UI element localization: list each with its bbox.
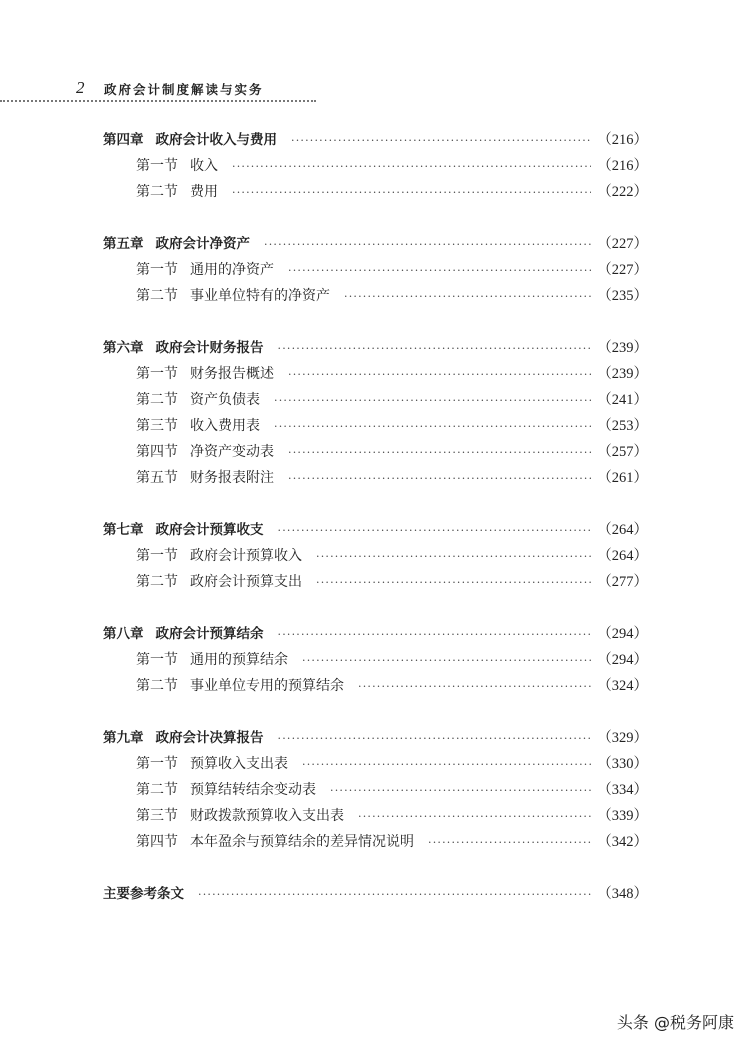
dot-leader: [288, 264, 591, 277]
toc-section-entry[interactable]: [103, 440, 648, 466]
dot-leader: [278, 342, 592, 355]
toc-section-entry[interactable]: [103, 414, 648, 440]
entry-page-number: （235）: [597, 288, 648, 304]
entry-page-number: （239）: [597, 340, 648, 356]
toc-appendix-entry[interactable]: [103, 882, 648, 908]
entry-page-number: （324）: [597, 678, 648, 694]
watermark: 头条 @税务阿康: [616, 1013, 734, 1032]
entry-number: 第一节: [136, 366, 178, 382]
entry-title: 财务报告概述: [190, 366, 274, 382]
toc-section-entry[interactable]: [103, 388, 648, 414]
running-header: [70, 78, 320, 102]
dot-leader: [198, 888, 591, 901]
entry-number: 第五章: [103, 236, 144, 252]
toc-chapter-entry[interactable]: [103, 232, 648, 258]
entry-page-number: （239）: [597, 366, 648, 382]
chapter-spacer: [103, 596, 648, 622]
entry-title: 政府会计净资产: [155, 236, 250, 252]
dot-leader: [288, 368, 591, 381]
dot-leader: [288, 472, 591, 485]
toc-section-entry[interactable]: [103, 778, 648, 804]
dot-leader: [274, 394, 591, 407]
entry-title: 政府会计财务报告: [155, 340, 264, 356]
chapter-spacer: [103, 492, 648, 518]
entry-number: 第一节: [136, 756, 178, 772]
entry-page-number: （227）: [597, 262, 648, 278]
entry-page-number: （241）: [597, 392, 648, 408]
entry-title: 收入: [190, 158, 218, 174]
toc-section-entry[interactable]: [103, 752, 648, 778]
entry-page-number: （227）: [597, 236, 648, 252]
dot-leader: [232, 160, 591, 173]
entry-number: 第二节: [136, 392, 178, 408]
entry-title: 本年盈余与预算结余的差异情况说明: [190, 834, 414, 850]
entry-number: 第三节: [136, 418, 178, 434]
entry-number: 第一节: [136, 652, 178, 668]
entry-number: 第一节: [136, 158, 178, 174]
toc-section-entry[interactable]: [103, 804, 648, 830]
entry-title: 政府会计决算报告: [155, 730, 264, 746]
entry-page-number: （261）: [597, 470, 648, 486]
toc-section-entry[interactable]: [103, 648, 648, 674]
entry-title: 政府会计收入与费用: [155, 132, 277, 148]
entry-number: 第二节: [136, 678, 178, 694]
entry-title: 收入费用表: [190, 418, 260, 434]
entry-page-number: （257）: [597, 444, 648, 460]
entry-number: 第八章: [103, 626, 144, 642]
entry-number: 第四节: [136, 444, 178, 460]
entry-page-number: （216）: [597, 158, 648, 174]
dot-leader: [232, 186, 591, 199]
entry-page-number: （294）: [597, 652, 648, 668]
dot-leader: [278, 524, 592, 537]
entry-page-number: （264）: [597, 522, 648, 538]
dot-leader: [358, 810, 591, 823]
toc-chapter-entry[interactable]: [103, 128, 648, 154]
entry-title: 政府会计预算收入: [190, 548, 302, 564]
entry-title: 预算结转结余变动表: [190, 782, 316, 798]
dot-leader: [302, 654, 591, 667]
toc-section-entry[interactable]: [103, 674, 648, 700]
table-of-contents: [103, 128, 648, 908]
dot-leader: [264, 238, 591, 251]
entry-page-number: （342）: [597, 834, 648, 850]
dot-leader: [278, 628, 592, 641]
entry-number: 第四节: [136, 834, 178, 850]
dot-leader: [358, 680, 591, 693]
toc-section-entry[interactable]: [103, 362, 648, 388]
entry-page-number: （348）: [597, 886, 648, 902]
entry-number: 第四章: [103, 132, 144, 148]
dot-leader: [278, 732, 592, 745]
book-title: 政府会计制度解读与实务: [104, 82, 264, 97]
chapter-spacer: [103, 856, 648, 882]
entry-page-number: （330）: [597, 756, 648, 772]
page-number: 2: [76, 78, 85, 97]
dot-leader: [302, 758, 591, 771]
entry-title: 政府会计预算支出: [190, 574, 302, 590]
toc-section-entry[interactable]: [103, 570, 648, 596]
entry-page-number: （264）: [597, 548, 648, 564]
entry-title: 事业单位特有的净资产: [190, 288, 330, 304]
entry-page-number: （334）: [597, 782, 648, 798]
entry-page-number: （294）: [597, 626, 648, 642]
entry-title: 预算收入支出表: [190, 756, 288, 772]
toc-section-entry[interactable]: [103, 544, 648, 570]
entry-title: 净资产变动表: [190, 444, 274, 460]
entry-number: 第一节: [136, 262, 178, 278]
toc-section-entry[interactable]: [103, 466, 648, 492]
chapter-spacer: [103, 700, 648, 726]
entry-title: 通用的预算结余: [190, 652, 288, 668]
entry-page-number: （216）: [597, 132, 648, 148]
toc-chapter-entry[interactable]: [103, 622, 648, 648]
dot-leader: [288, 446, 591, 459]
chapter-spacer: [103, 310, 648, 336]
entry-title: 事业单位专用的预算结余: [190, 678, 344, 694]
toc-chapter-entry[interactable]: [103, 726, 648, 752]
dot-leader: [428, 836, 591, 849]
chapter-spacer: [103, 206, 648, 232]
entry-title: 通用的净资产: [190, 262, 274, 278]
toc-chapter-entry[interactable]: [103, 518, 648, 544]
dot-leader: [316, 550, 591, 563]
entry-page-number: （253）: [597, 418, 648, 434]
entry-page-number: （277）: [597, 574, 648, 590]
entry-number: 第九章: [103, 730, 144, 746]
dot-leader: [344, 290, 591, 303]
entry-title: 政府会计预算结余: [155, 626, 264, 642]
entry-number: 第二节: [136, 288, 178, 304]
entry-number: 第二节: [136, 574, 178, 590]
entry-number: 第三节: [136, 808, 178, 824]
toc-section-entry[interactable]: [103, 154, 648, 180]
toc-chapter-entry[interactable]: [103, 336, 648, 362]
entry-number: 第六章: [103, 340, 144, 356]
entry-page-number: （329）: [597, 730, 648, 746]
toc-section-entry[interactable]: [103, 830, 648, 856]
entry-number: 第五节: [136, 470, 178, 486]
header-dotted-rule: [0, 100, 316, 102]
entry-page-number: （339）: [597, 808, 648, 824]
entry-number: 第一节: [136, 548, 178, 564]
toc-section-entry[interactable]: [103, 284, 648, 310]
dot-leader: [316, 576, 591, 589]
entry-title: 资产负债表: [190, 392, 260, 408]
entry-title: 主要参考条文: [103, 886, 184, 902]
dot-leader: [291, 134, 591, 147]
entry-title: 政府会计预算收支: [155, 522, 264, 538]
entry-title: 财政拨款预算收入支出表: [190, 808, 344, 824]
entry-number: 第二节: [136, 782, 178, 798]
entry-page-number: （222）: [597, 184, 648, 200]
entry-title: 财务报表附注: [190, 470, 274, 486]
dot-leader: [274, 420, 591, 433]
entry-title: 费用: [190, 184, 218, 200]
toc-section-entry[interactable]: [103, 180, 648, 206]
entry-number: 第二节: [136, 184, 178, 200]
dot-leader: [330, 784, 591, 797]
toc-section-entry[interactable]: [103, 258, 648, 284]
entry-number: 第七章: [103, 522, 144, 538]
